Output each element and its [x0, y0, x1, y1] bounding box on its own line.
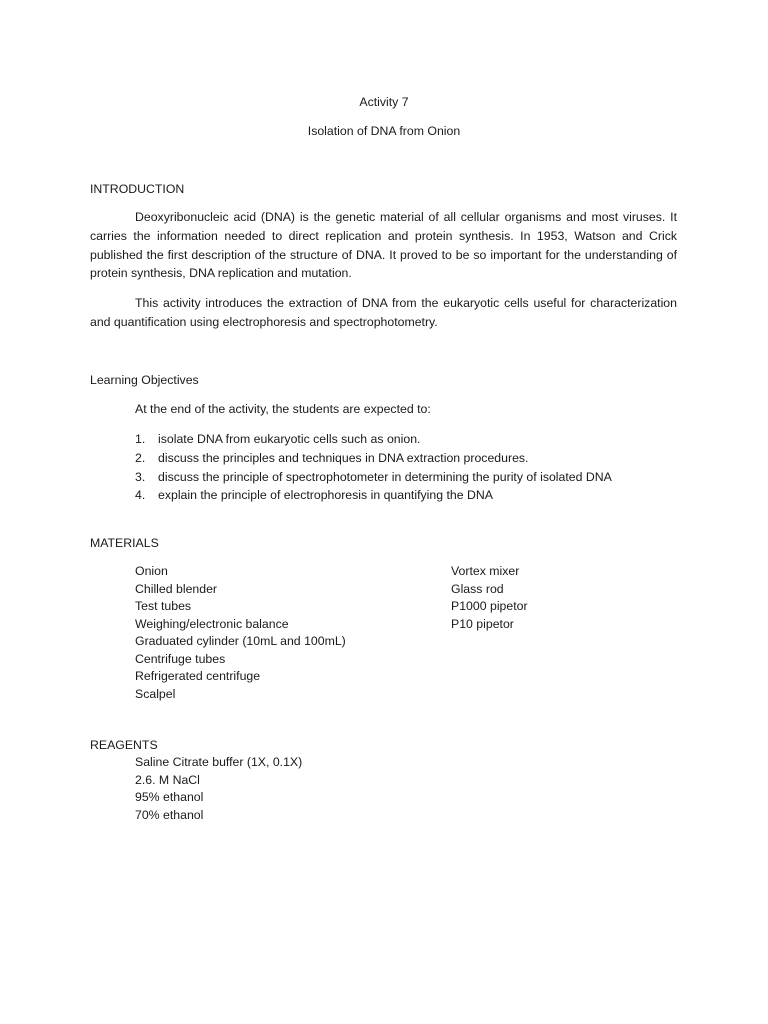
list-item: Graduated cylinder (10mL and 100mL) — [135, 634, 346, 648]
list-item: 70% ethanol — [135, 807, 204, 822]
list-item — [135, 486, 612, 505]
objectives-lead: At the end of the activity, the students are expected to: — [135, 402, 431, 416]
list-item: P1000 pipetor — [451, 599, 528, 613]
introduction-paragraph-1: Deoxyribonucleic acid (DNA) is the genetic material of all cellular organisms and most viruses. It carries the information needed to direct replication and protein synthesis. In 1953, Watson and Crick published the first description of the structure of DNA. It proved to be so important for the understanding of protein synthesis, DNA replication and mutation. — [90, 210, 677, 281]
reagents-heading: REAGENTS — [90, 738, 158, 752]
learning-objectives-heading: Learning Objectives — [90, 373, 199, 387]
list-item: P10 pipetor — [451, 616, 514, 631]
introduction-paragraph-2: This activity introduces the extraction of DNA from the eukaryotic cells useful for characterization and quantification using electrophoresis and spectrophotometry. — [90, 296, 677, 329]
list-item: Chilled blender — [135, 581, 218, 596]
objectives-list — [135, 430, 612, 505]
materials-list-left — [135, 563, 346, 703]
activity-number: Activity 7 — [359, 95, 409, 109]
list-item: Test tubes — [135, 599, 192, 613]
list-item: Refrigerated centrifuge — [135, 669, 261, 683]
list-item: Glass rod — [451, 581, 504, 596]
list-number: 4. — [135, 488, 146, 503]
list-item — [135, 449, 612, 468]
reagents-list — [135, 754, 302, 824]
list-number: 2. — [135, 450, 146, 465]
list-number: 1. — [135, 432, 146, 446]
list-item: Weighing/electronic balance — [135, 616, 289, 631]
materials-list-right — [451, 563, 528, 633]
document-title: Isolation of DNA from Onion — [307, 124, 461, 138]
list-item: Vortex mixer — [451, 564, 520, 578]
introduction-heading: INTRODUCTION — [90, 182, 185, 196]
list-item — [135, 430, 612, 449]
materials-heading: MATERIALS — [90, 536, 159, 550]
list-item: 2.6. M NaCl — [135, 772, 200, 787]
list-item: 95% ethanol — [135, 790, 204, 804]
list-text: isolate DNA from eukaryotic cells such as onion. — [158, 432, 421, 446]
list-item: Saline Citrate buffer (1X, 0.1X) — [135, 755, 303, 769]
list-item: Onion — [135, 564, 168, 578]
list-item — [135, 468, 612, 487]
list-number: 3. — [135, 469, 146, 484]
list-text: explain the principle of electrophoresis in quantifying the DNA — [158, 488, 493, 503]
list-text: discuss the principle of spectrophotometer in determining the purity of isolated DNA — [158, 469, 612, 484]
list-item: Scalpel — [135, 686, 176, 701]
list-item: Centrifuge tubes — [135, 651, 226, 666]
list-text: discuss the principles and techniques in DNA extraction procedures. — [158, 450, 529, 465]
